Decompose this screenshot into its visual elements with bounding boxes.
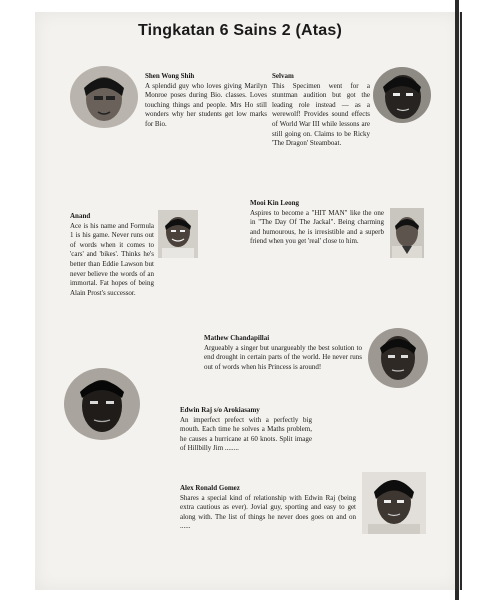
student-name: Alex Ronald Gomez [180,484,240,492]
student-description: Shares a special kind of relationship with Edwin Raj (being extra cautious as ever). Jovial guy, sporting and easy to get along with. The list of things he never does goes on and on ...... [180,493,356,531]
student-description: An imperfect prefect with a perfectly big mouth. Each time he solves a Maths problem, he causes a hurricane at 60 knots. Split image of Hillbilly Jim ........ [180,415,312,453]
student-entry [180,406,312,454]
student-photo-mathew-chandapillai [368,328,428,388]
page-title: Tingkatan 6 Sains 2 (Atas) [137,22,343,39]
scan-edge [455,0,459,600]
student-entry [250,199,384,247]
student-name: Mathew Chandapillai [204,334,270,342]
student-description: Argueably a singer but unargueably the best solution to end drought in certain parts of the world. He never runs out of words when his Princess is around! [204,343,362,371]
student-name: Anand [70,212,91,220]
student-description: A splendid guy who loves giving Marilyn Monroe poses during Bio. classes. Loves touching things and people. Mrs Ho still wonders why her students get low marks for Bio. [145,81,267,128]
student-entry [204,334,362,372]
student-photo-anand [158,210,198,258]
student-photo-shen-wong-shih [70,66,138,128]
student-description: Aspires to become a "HIT MAN" like the one in "The Day Of The Jackal". Being charming and humourous, he is irresistible and a superb friend when you get 'real' close to him. [250,208,384,246]
student-description: Ace is his name and Formula 1 is his game. Never runs out of words when it comes to 'cars' and 'bikes'. Thinks he's better than Eddie Lawson but never believe the words of an immortal. Fat hopes of being Alain Prost's successor. [70,221,154,297]
student-name: Shen Wong Shih [145,72,195,80]
student-photo-edwin-raj [64,368,140,440]
student-name: Edwin Raj s/o Arokiasamy [180,406,260,414]
student-entry [180,484,356,532]
student-description: This Specimen went for a stuntman audition but got the leading role instead — as a werewolf! Provides sound effects of World War III while lessons are still going on. Claims to be Ricky 'The Dragon' Steamboat. [272,81,370,148]
student-entry [272,72,370,149]
student-entry [145,72,267,130]
student-photo-mooi-kin-leong [390,208,424,258]
student-name: Mooi Kin Leong [250,199,300,207]
student-entry [70,212,154,298]
student-name: Selvam [272,72,294,80]
student-photo-selvam [373,67,431,123]
student-photo-alex-ronald-gomez [362,472,426,534]
